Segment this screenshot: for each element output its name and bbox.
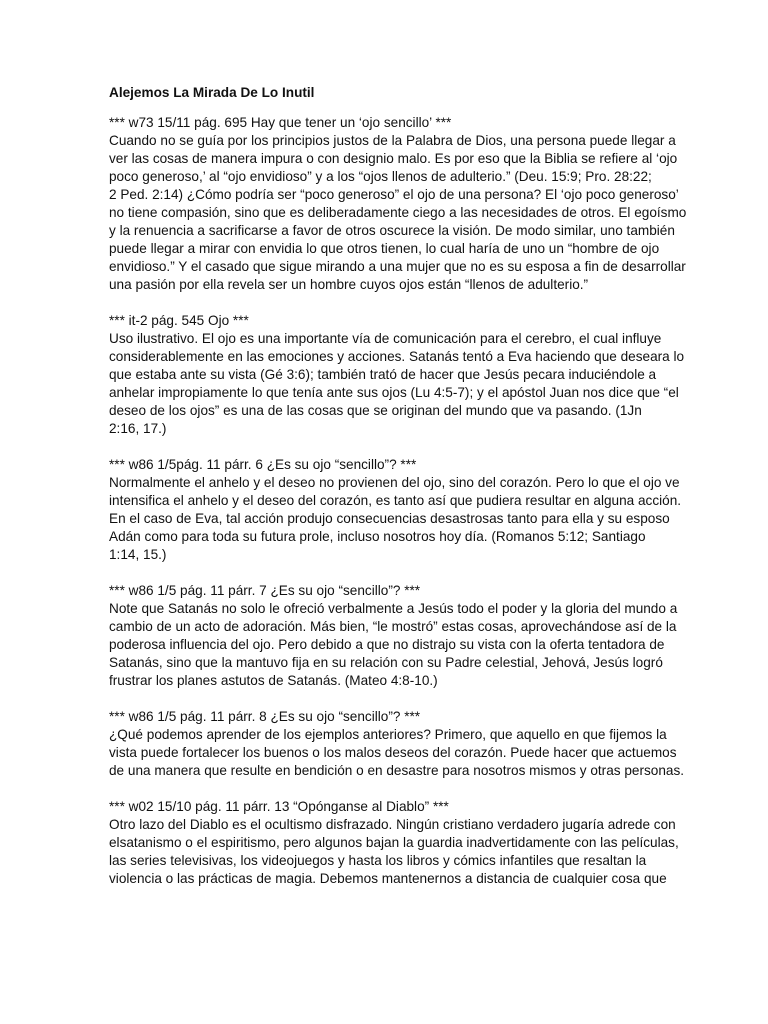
section-6 [109,798,679,888]
paragraph-line: no tiene compasión, sino que es deliberadamente ciego a las necesidades de otros. El egoísmo [109,205,687,220]
paragraph-line: poco generoso,’ al “ojo envidioso” y a los “ojos llenos de adulterio.” (Deu. 15:9; Pro. 28:22; [109,169,652,184]
paragraph-line: envidioso.” Y el casado que sigue mirando a una mujer que no es su esposa a fin de desarrollar [109,259,686,274]
section-4 [109,582,678,690]
paragraph-line: frustrar los planes astutos de Satanás. (Mateo 4:8-10.) [109,673,438,688]
section-header: *** w86 1/5 pág. 11 párr. 8 ¿Es su ojo “sencillo”? *** [109,709,421,724]
section-header: *** w86 1/5pág. 11 párr. 6 ¿Es su ojo “sencillo”? *** [109,457,417,472]
paragraph-line: Satanás, sino que la mantuvo fija en su relación con su Padre celestial, Jehová, Jesús logró [109,655,663,670]
paragraph-line: violencia o las prácticas de magia. Debemos mantenernos a distancia de cualquier cosa que [109,871,667,886]
section-header: *** it-2 pág. 545 Ojo *** [109,313,249,328]
paragraph-line: ¿Qué podemos aprender de los ejemplos anteriores? Primero, que aquello en que fijemos la [109,727,667,742]
paragraph-line: de una manera que resulte en bendición o en desastre para nosotros mismos y otras personas. [109,763,685,778]
paragraph-line: Uso ilustrativo. El ojo es una importante vía de comunicación para el cerebro, el cual influye [109,331,662,346]
section-header: *** w02 15/10 pág. 11 párr. 13 “Opónganse al Diablo” *** [109,799,449,814]
section-2 [109,312,685,438]
document-title: Alejemos La Mirada De Lo Inutil [109,85,315,100]
paragraph-line: puede llegar a mirar con envidia lo que otros tienen, lo cual haría de uno un “hombre de ojo [109,241,660,256]
paragraph-line: 1:14, 15.) [109,547,167,562]
paragraph-line: las series televisivas, los videojuegos y hasta los libros y cómics infantiles que resaltan la [109,853,647,868]
paragraph-line: intensifica el anhelo y el deseo del corazón, es tanto así que pudiera resultar en alguna acción. [109,493,682,508]
section-3 [109,456,682,564]
paragraph-line: y la renuencia a sacrificarse a favor de otros oscurece la visión. De modo similar, uno también [109,223,675,238]
paragraph-line: que estaba ante su vista (Gé 3:6); también trató de hacer que Jesús pecara induciéndole a [109,367,657,382]
paragraph-line: cambio de un acto de adoración. Más bien, “le mostró” estas cosas, aprovechándose así de la [109,619,677,634]
paragraph-line: vista puede fortalecer los buenos o los malos deseos del corazón. Puede hacer que actuemos [109,745,677,760]
section-5 [109,708,685,780]
paragraph-line: Note que Satanás no solo le ofreció verbalmente a Jesús todo el poder y la gloria del mundo a [109,601,678,616]
paragraph-line: 2 Ped. 2:14) ¿Cómo podría ser “poco generoso” el ojo de una persona? El ‘ojo poco generoso’ [109,187,679,202]
paragraph-line: 2:16, 17.) [109,421,167,436]
paragraph-line: Adán como para toda su futura prole, incluso nosotros hoy día. (Romanos 5:12; Santiago [109,529,646,544]
section-1 [109,114,687,294]
paragraph-line: considerablemente en las emociones y acciones. Satanás tentó a Eva haciendo que deseara lo [109,349,685,364]
paragraph-line: Normalmente el anhelo y el deseo no provienen del ojo, sino del corazón. Pero lo que el ojo ve [109,475,680,490]
paragraph-line: Otro lazo del Diablo es el ocultismo disfrazado. Ningún cristiano verdadero jugaría adrede con [109,817,676,832]
paragraph-line: una pasión por ella revela ser un hombre cuyos ojos están “llenos de adulterio.” [109,277,589,292]
paragraph-line: elsatanismo o el espiritismo, pero algunos bajan la guardia inadvertidamente con las películas, [109,835,679,850]
paragraph-line: poderosa influencia del ojo. Pero debido a que no distrajo su vista con la oferta tentadora de [109,637,665,652]
paragraph-line: ver las cosas de manera impura o con designio malo. Es por eso que la Biblia se refiere al ‘ojo [109,151,678,166]
section-header: *** w86 1/5 pág. 11 párr. 7 ¿Es su ojo “sencillo”? *** [109,583,421,598]
paragraph-line: En el caso de Eva, tal acción produjo consecuencias desastrosas tanto para ella y su esposo [109,511,670,526]
paragraph-line: deseo de los ojos” es una de las cosas que se originan del mundo que va pasando. (1Jn [109,403,642,418]
section-header: *** w73 15/11 pág. 695 Hay que tener un ‘ojo sencillo’ *** [109,115,452,130]
paragraph-line: anhelar impropiamente lo que tenía ante sus ojos (Lu 4:5-7); y el apóstol Juan nos dice que “el [109,385,679,400]
paragraph-line: Cuando no se guía por los principios justos de la Palabra de Dios, una persona puede llegar a [109,133,676,148]
document-body [109,84,687,906]
